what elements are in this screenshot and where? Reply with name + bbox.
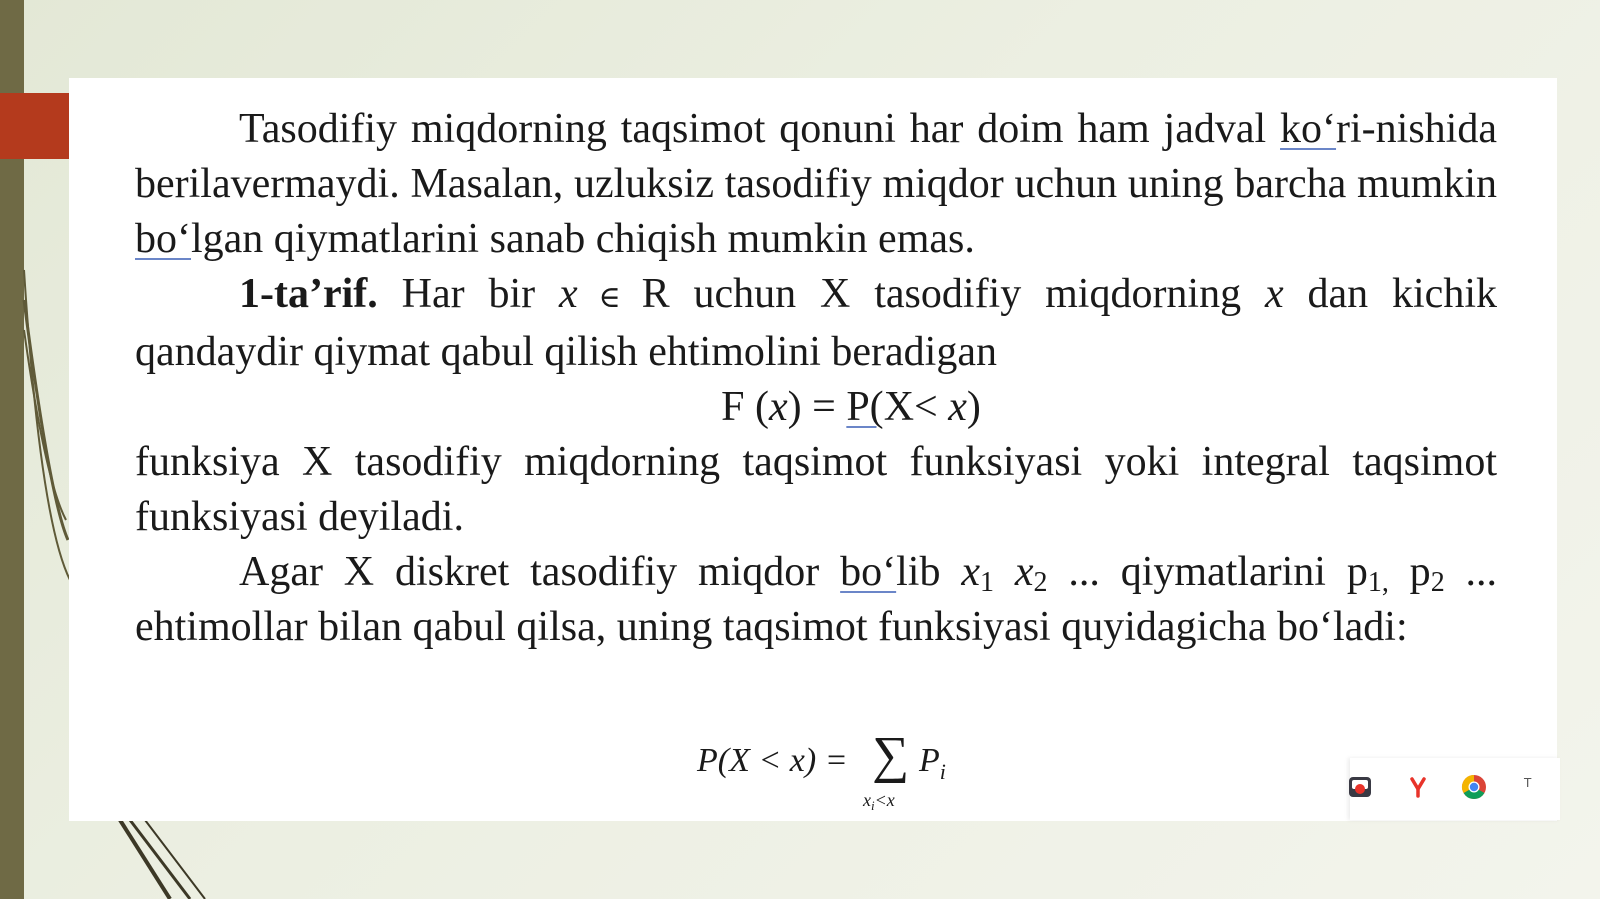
slide-text bbox=[135, 102, 1497, 655]
slide-content-panel bbox=[69, 78, 1557, 821]
slide-red-accent bbox=[0, 93, 69, 159]
chrome-icon[interactable] bbox=[1460, 773, 1488, 801]
definition-paragraph: 1-ta’rif. Har bir x ∈ R uchun X tasodifiy miqdorning x dan kichik qandaydir qiymat qabul qilish ehtimolini beradigan bbox=[135, 271, 1497, 375]
sum-index: $x_i<x$ bbox=[863, 790, 895, 813]
paragraph-1: Tasodifiy miqdorning taqsimot qonuni har doim ham jadval ko‘ri-nishida berilavermaydi. Masalan, uzluksiz tasodifiy miqdor uchun uning barcha mumkin bo‘lgan qiymatlarini sanab chiqish mumkin emas. bbox=[135, 106, 1497, 262]
taskbar-truncated-label: T bbox=[1524, 776, 1532, 790]
paragraph-3: funksiya X tasodifiy miqdorning taqsimot funksiyasi yoki integral taqsimot funksiyasi deyiladi. bbox=[135, 439, 1497, 540]
formula-2: P(X < x) = ∑ $P_i$ $x_i<x$ bbox=[697, 727, 946, 813]
paragraph-4: Agar X diskret tasodifiy miqdor bo‘lib $x_1$ $x_2$ ... qiymatlarini $p_{1,}$ $p_2$ ... ehtimollar bilan qabul qilsa, uning taqsimot funksiyasi quyidagicha bo‘ladi: bbox=[135, 549, 1498, 650]
screenshot-app-icon[interactable] bbox=[1346, 773, 1374, 801]
taskbar bbox=[1350, 758, 1560, 820]
formula-1: F (x) = P(X< x) bbox=[721, 384, 981, 430]
definition-label: 1-ta’rif. bbox=[239, 271, 378, 317]
sigma-symbol: ∑ bbox=[872, 727, 910, 784]
yandex-browser-icon[interactable] bbox=[1404, 773, 1432, 801]
